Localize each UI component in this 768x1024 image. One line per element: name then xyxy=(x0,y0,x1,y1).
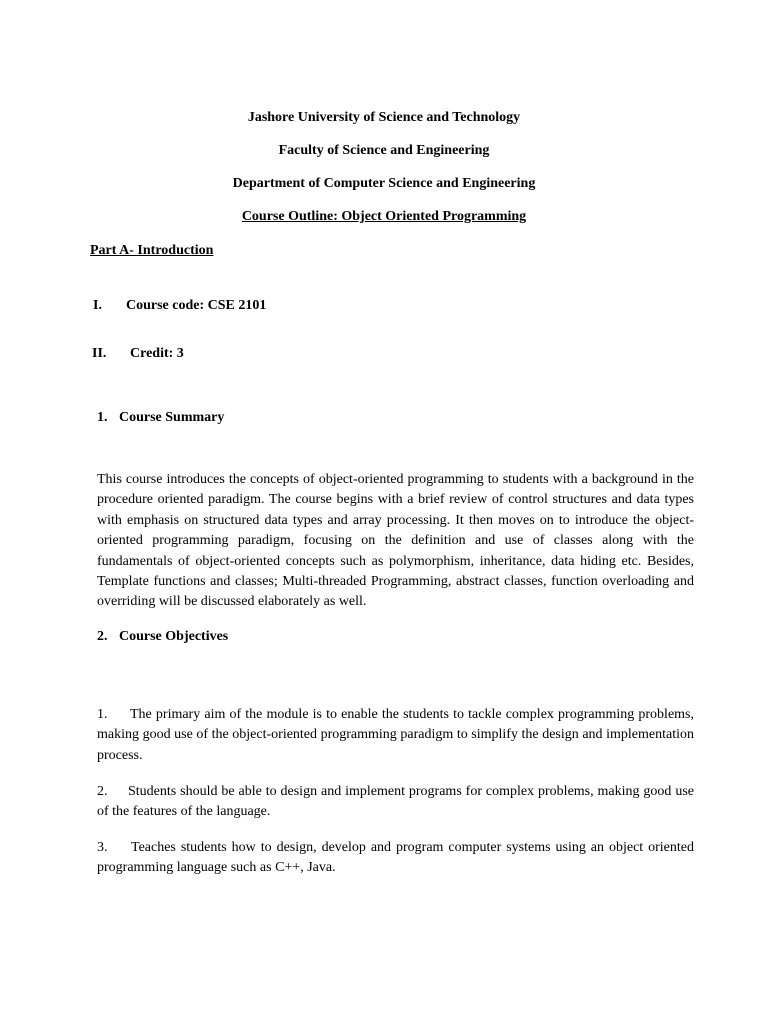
section-number: 2. xyxy=(97,629,108,644)
course-summary-body: This course introduces the concepts of object-oriented programming to students with a background in the procedure oriented paradigm. The course begins with a brief review of control structures and data types with emphasis on structured data types and array processing. It then moves on to introduce the object-oriented programming paradigm, focusing on the definition and use of classes along with the fundamentals of object-oriented concepts such as polymorphism, inheritance, data hiding etc. Besides, Template functions and classes; Multi-threaded Programming, abstract classes, function overloading and overriding will be discussed elaborately as well. xyxy=(97,472,694,610)
objective-number: 1. xyxy=(97,707,108,722)
credit-item xyxy=(92,345,184,363)
objective-text: Teaches students how to design, develop and program computer systems using an object oriented programming language such as C++, Java. xyxy=(97,840,694,876)
section-number: 1. xyxy=(97,410,108,425)
department-name: Department of Computer Science and Engineering xyxy=(232,176,536,191)
section-heading-text: Course Objectives xyxy=(119,629,229,644)
objective-item xyxy=(97,838,694,879)
course-outline-title: Course Outline: Object Oriented Programming xyxy=(241,209,527,224)
objective-item xyxy=(97,782,694,823)
faculty-name: Faculty of Science and Engineering xyxy=(278,143,490,158)
university-name: Jashore University of Science and Technology xyxy=(247,110,521,125)
course-objectives-heading xyxy=(97,628,228,646)
course-summary-heading xyxy=(97,409,224,427)
part-a-heading: Part A- Introduction xyxy=(90,243,214,258)
objective-number: 3. xyxy=(97,840,108,855)
course-code-text: Course code: CSE 2101 xyxy=(126,298,267,313)
roman-numeral: I. xyxy=(93,298,102,313)
credit-text: Credit: 3 xyxy=(130,346,184,361)
objective-item xyxy=(97,705,694,766)
objective-number: 2. xyxy=(97,784,108,799)
section-heading-text: Course Summary xyxy=(119,410,225,425)
roman-numeral: II. xyxy=(92,346,107,361)
objective-text: The primary aim of the module is to enable the students to tackle complex programming problems, making good use of the object-oriented programming paradigm to simplify the design and implementation process. xyxy=(97,707,694,763)
objective-text: Students should be able to design and implement programs for complex problems, making good use of the features of the language. xyxy=(97,784,694,820)
course-code-item xyxy=(93,297,266,315)
